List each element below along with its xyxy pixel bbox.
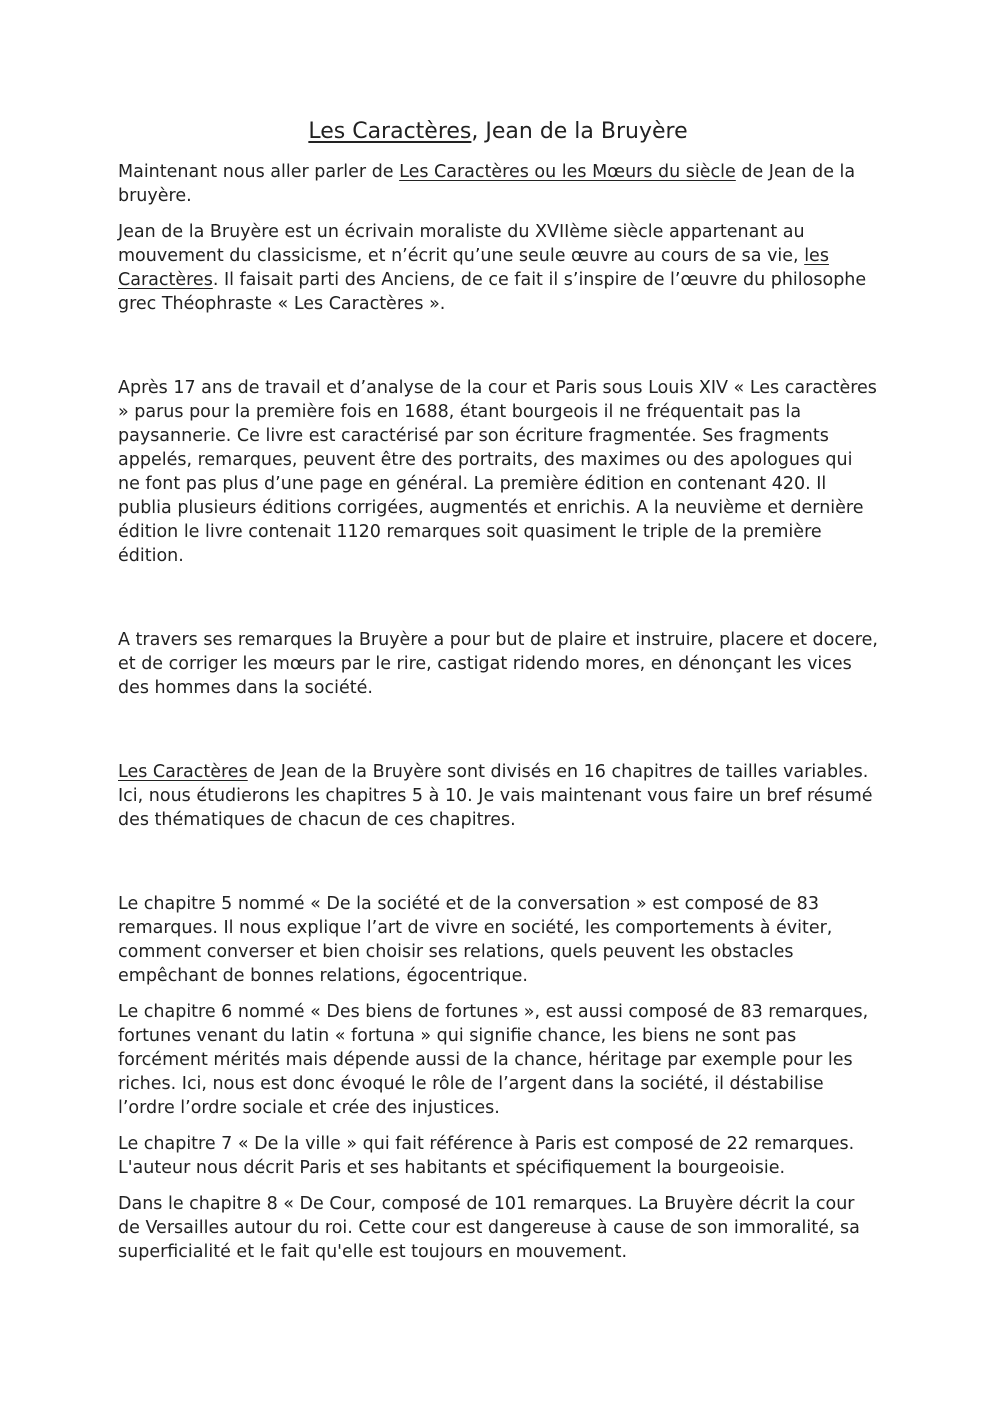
title-book-name: Les Caractères	[308, 119, 472, 144]
paragraph-chapters	[118, 760, 878, 832]
paragraph-chapter-6: Le chapitre 6 nommé « Des biens de fortunes », est aussi composé de 83 remarques, fortunes venant du latin « fortuna » qui signifie chance, les biens ne sont pas forcément mérités mais dépende aussi de la chance, héritage par exemple pour les riches. Ici, nous est donc évoqué le rôle de l’argent dans la société, il déstabilise l’ordre l’ordre sociale et crée des injustices.	[118, 1002, 869, 1118]
spacer	[118, 328, 878, 376]
chapters-text: de Jean de la Bruyère sont divisés en 16 chapitres de tailles variables. Ici, nous étudierons les chapitres 5 à 10. Je vais maintenant vous faire un bref résumé des thématiques de chacun de ces chapitres.	[118, 762, 873, 830]
intro-text-after: de Jean de la bruyère.	[118, 162, 856, 206]
spacer	[118, 580, 878, 628]
spacer	[118, 712, 878, 760]
paragraph-intro	[118, 160, 878, 208]
author-text-before: Jean de la Bruyère est un écrivain moraliste du XVIIème siècle appartenant au mouvement du classicisme, et n’écrit qu’une seule œuvre au cours de sa vie,	[118, 222, 805, 266]
document-page	[118, 116, 878, 1276]
document-title	[118, 116, 878, 148]
intro-book-title: Les Caractères ou les Mœurs du siècle	[399, 162, 736, 182]
paragraph-chapter-5: Le chapitre 5 nommé « De la société et de la conversation » est composé de 83 remarques. Il nous explique l’art de vivre en société, les comportements à éviter, comment converser et bien choisir ses relations, quels peuvent les obstacles empêchant de bonnes relations, égocentrique.	[118, 894, 833, 986]
paragraph-purpose: A travers ses remarques la Bruyère a pour but de plaire et instruire, placere et docere, et de corriger les mœurs par le rire, castigat ridendo mores, en dénonçant les vices des hommes dans la société.	[118, 630, 878, 698]
spacer	[118, 844, 878, 892]
paragraph-chapter-7: Le chapitre 7 « De la ville » qui fait référence à Paris est composé de 22 remarques. L'auteur nous décrit Paris et ses habitants et spécifiquement la bourgeoisie.	[118, 1134, 855, 1178]
paragraph-chapter-8: Dans le chapitre 8 « De Cour, composé de 101 remarques. La Bruyère décrit la cour de Versailles autour du roi. Cette cour est dangereuse à cause de son immoralité, sa superficialité et le fait qu'elle est toujours en mouvement.	[118, 1194, 860, 1262]
author-text-after: . Il faisait parti des Anciens, de ce fait il s’inspire de l’œuvre du philosophe grec Théophraste « Les Caractères ».	[118, 270, 867, 314]
title-author: , Jean de la Bruyère	[471, 119, 688, 144]
author-book-title: les Caractères	[118, 246, 829, 290]
intro-text-before: Maintenant nous aller parler de	[118, 162, 400, 182]
paragraph-author	[118, 220, 878, 316]
paragraph-publication: Après 17 ans de travail et d’analyse de la cour et Paris sous Louis XIV « Les caractères » parus pour la première fois en 1688, étant bourgeois il ne fréquentait pas la paysannerie. Ce livre est caractérisé par son écriture fragmentée. Ses fragments appelés, remarques, peuvent être des portraits, des maximes ou des apologues qui ne font pas plus d’une page en général. La première édition en contenant 420. Il publia plusieurs éditions corrigées, augmentés et enrichis. A la neuvième et dernière édition le livre contenait 1120 remarques soit quasiment le triple de la première édition.	[118, 378, 877, 566]
chapters-book-title: Les Caractères	[118, 762, 248, 782]
